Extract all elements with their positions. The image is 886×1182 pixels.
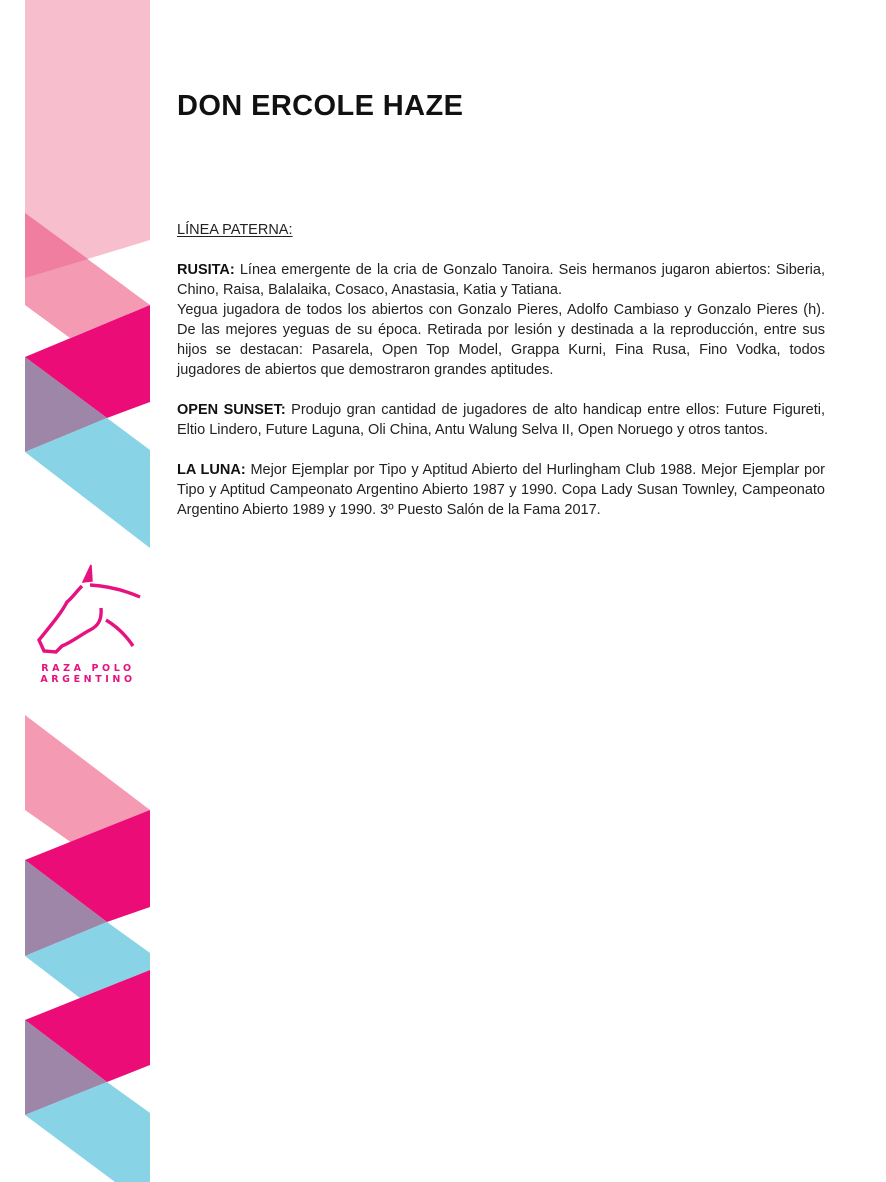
logo-line-1: RAZA POLO: [41, 663, 135, 674]
logo-text: [22, 663, 152, 685]
entry-name: LA LUNA:: [177, 462, 246, 478]
entry-text: Línea emergente de la cria de Gonzalo Tanoira. Seis hermanos jugaron abiertos: Siberia, Chino, Raisa, Balalaika, Cosaco, Anastasia, Katia y Tatiana.: [177, 262, 825, 298]
logo-line-2: ARGENTINO: [40, 674, 136, 685]
entry-rusita: [177, 260, 825, 380]
entry-name: RUSITA:: [177, 262, 235, 278]
raza-polo-argentino-logo: [22, 560, 152, 690]
section-label: LÍNEA PATERNA:: [177, 222, 293, 238]
entry-name: OPEN SUNSET:: [177, 402, 286, 418]
horse-head-icon: [32, 562, 144, 662]
entry-la-luna: [177, 460, 825, 520]
page-title: DON ERCOLE HAZE: [177, 90, 464, 122]
document-content: [177, 86, 825, 520]
entry-text: Mejor Ejemplar por Tipo y Aptitud Abierto del Hurlingham Club 1988. Mejor Ejemplar por Tipo y Aptitud Campeonato Argentino Abierto 1987 y 1990. Copa Lady Susan Townley, Campeonato Argentino Abierto 1989 y 1990. 3º Puesto Salón de la Fama 2017.: [177, 462, 826, 518]
entry-text-continued: Yegua jugadora de todos los abiertos con Gonzalo Pieres, Adolfo Cambiaso y Gonzalo Pieres (h). De las mejores yeguas de su época. Retirada por lesión y destinada a la reproducción, entre sus hijos se destacan: Pasarela, Open Top Model, Grappa Kurni, Fina Rusa, Fino Vodka, todos jugadores de abiertos que demostraron grandes aptitudes.: [177, 302, 825, 378]
entry-text: Produjo gran cantidad de jugadores de alto handicap entre ellos: Future Figureti, Eltio Lindero, Future Laguna, Oli China, Antu Walung Selva II, Open Noruego y otros tantos.: [177, 402, 825, 438]
entry-open-sunset: [177, 400, 825, 440]
